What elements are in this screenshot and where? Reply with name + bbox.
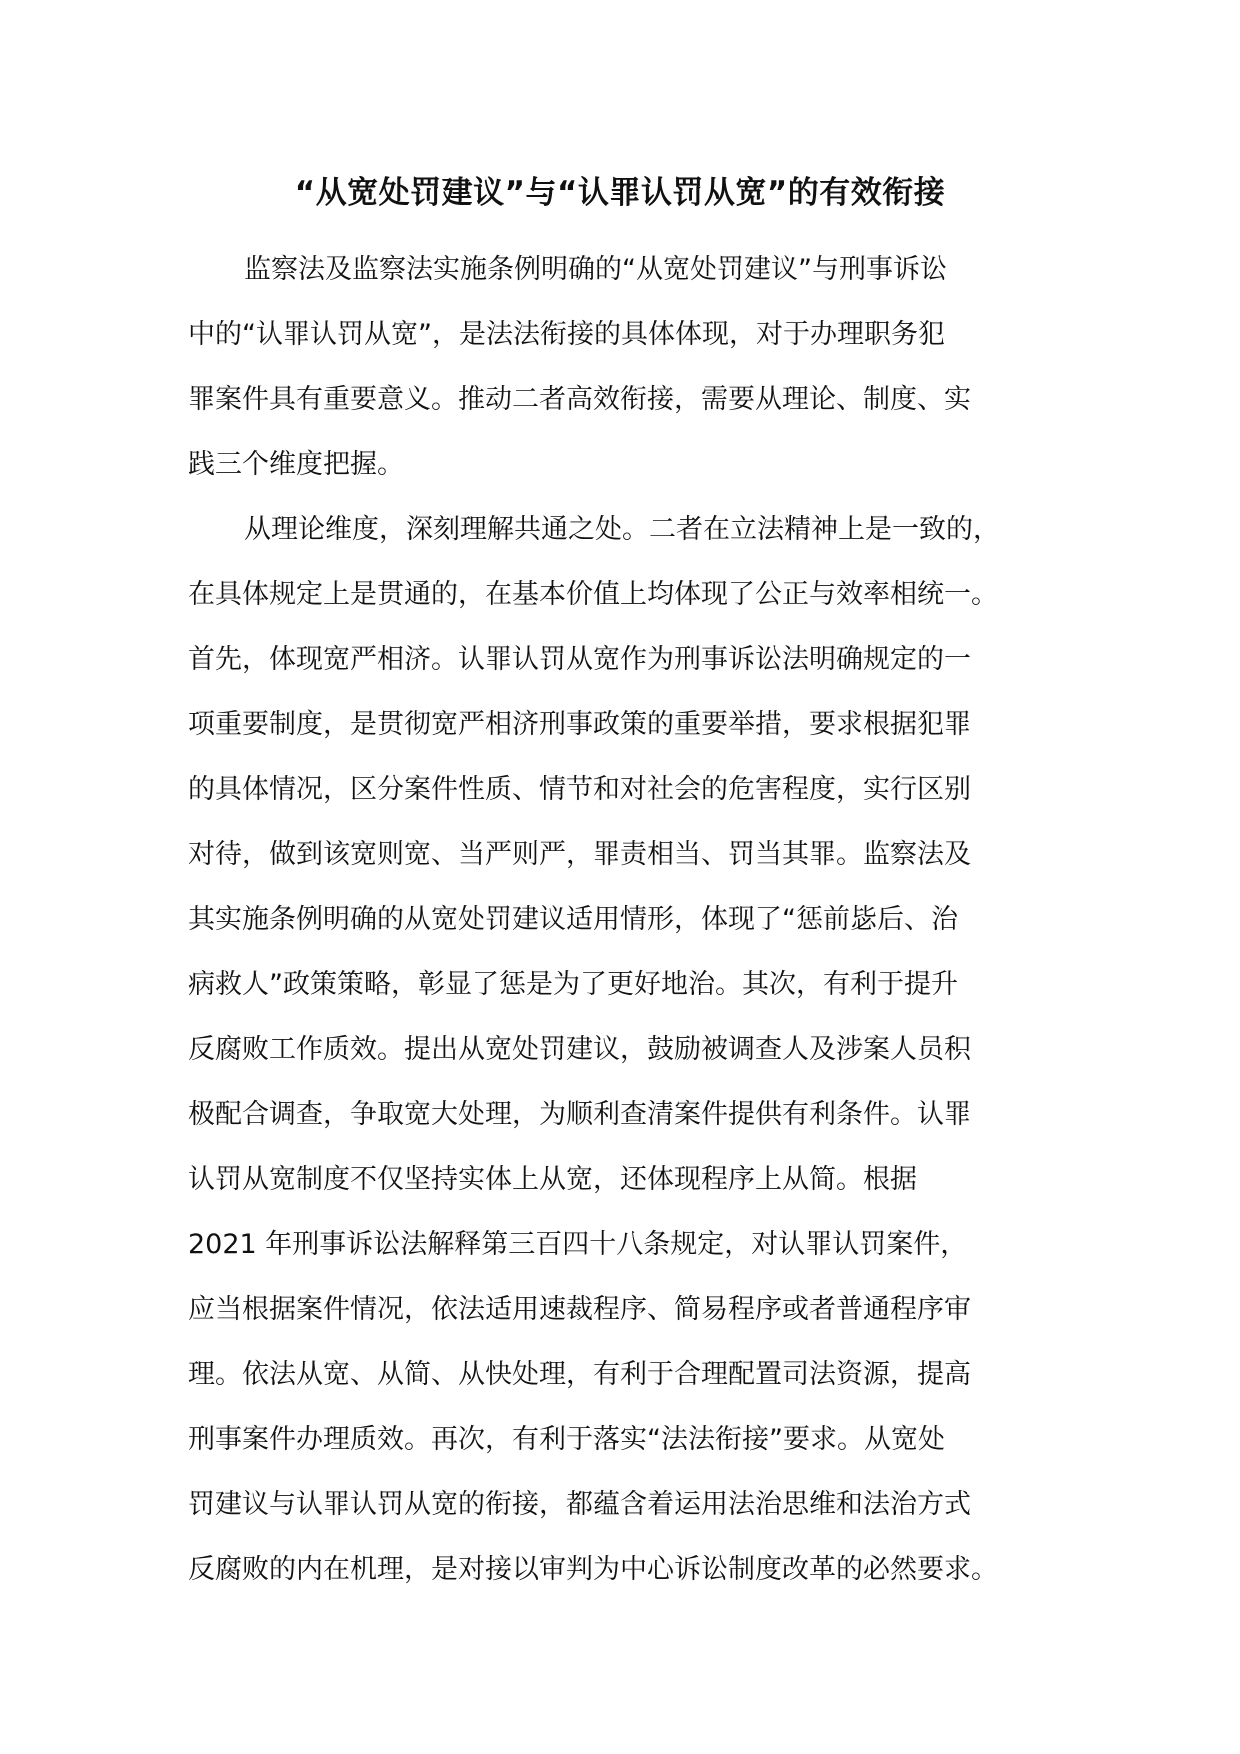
paragraph-line: 从理论维度，深刻理解共通之处。二者在立法精神上是一致的， xyxy=(244,514,1000,545)
paragraph-line: 对待，做到该宽则宽、当严则严，罪责相当、罚当其罪。监察法及 xyxy=(188,839,971,870)
paragraph-line: 刑事案件办理质效。再次，有利于落实“法法衔接”要求。从宽处 xyxy=(188,1424,945,1455)
paragraph-line: 监察法及监察法实施条例明确的“从宽处罚建议”与刑事诉讼 xyxy=(244,254,947,285)
paragraph-line: 反腐败的内在机理，是对接以审判为中心诉讼制度改革的必然要求。 xyxy=(188,1554,998,1585)
paragraph-1 xyxy=(188,237,1048,497)
paragraph-line: 的具体情况，区分案件性质、情节和对社会的危害程度，实行区别 xyxy=(188,774,971,805)
paragraph-line: 认罚从宽制度不仅坚持实体上从宽，还体现程序上从简。根据 xyxy=(188,1164,917,1195)
paragraph-line: 应当根据案件情况，依法适用速裁程序、简易程序或者普通程序审 xyxy=(188,1294,971,1325)
paragraph-line: 反腐败工作质效。提出从宽处罚建议，鼓励被调查人及涉案人员积 xyxy=(188,1034,971,1065)
document-title: “从宽处罚建议”与“认罪认罚从宽”的有效衔接 xyxy=(294,175,946,211)
document-body xyxy=(188,237,1048,1602)
paragraph-2 xyxy=(188,497,1048,1602)
paragraph-line: 2021 年刑事诉讼法解释第三百四十八条规定，对认罪认罚案件， xyxy=(188,1229,968,1260)
paragraph-line: 极配合调查，争取宽大处理，为顺利查清案件提供有利条件。认罪 xyxy=(188,1099,971,1130)
paragraph-line: 理。依法从宽、从简、从快处理，有利于合理配置司法资源，提高 xyxy=(188,1359,971,1390)
paragraph-line: 中的“认罪认罚从宽”，是法法衔接的具体体现，对于办理职务犯 xyxy=(188,319,945,350)
paragraph-line: 罚建议与认罪认罚从宽的衔接，都蕴含着运用法治思维和法治方式 xyxy=(188,1489,971,1520)
paragraph-line: 病救人”政策策略，彰显了惩是为了更好地治。其次，有利于提升 xyxy=(188,969,958,1000)
paragraph-line: 其实施条例明确的从宽处罚建议适用情形，体现了“惩前毖后、治 xyxy=(188,904,958,935)
paragraph-line: 罪案件具有重要意义。推动二者高效衔接，需要从理论、制度、实 xyxy=(188,384,971,415)
paragraph-line: 践三个维度把握。 xyxy=(188,449,404,480)
paragraph-line: 首先，体现宽严相济。认罪认罚从宽作为刑事诉讼法明确规定的一 xyxy=(188,644,971,675)
paragraph-line: 在具体规定上是贯通的，在基本价值上均体现了公正与效率相统一。 xyxy=(188,579,998,610)
paragraph-line: 项重要制度，是贯彻宽严相济刑事政策的重要举措，要求根据犯罪 xyxy=(188,709,971,740)
